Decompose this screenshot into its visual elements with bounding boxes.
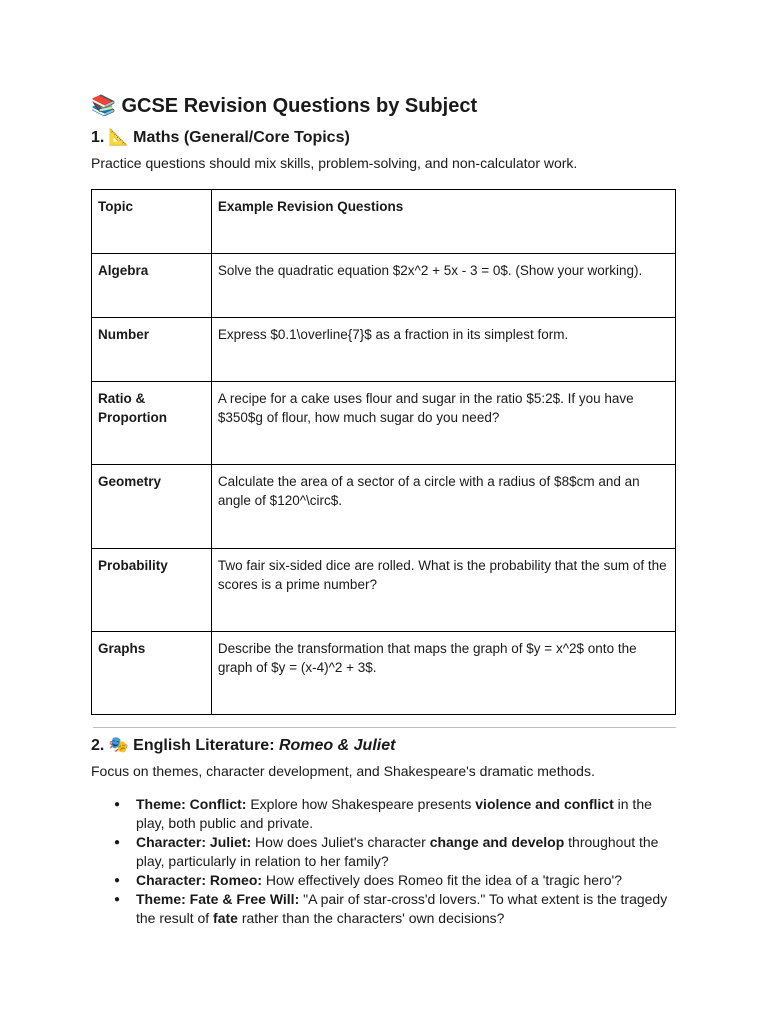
triangular-ruler-icon: 📐 bbox=[108, 127, 129, 146]
bullet-text: How does Juliet's character bbox=[251, 834, 430, 850]
list-item bbox=[136, 871, 681, 890]
english-intro: Focus on themes, character development, and Shakespeare's dramatic methods. bbox=[91, 763, 595, 779]
bullet-emphasis: fate bbox=[213, 910, 238, 926]
performing-arts-icon: 🎭 bbox=[108, 735, 129, 754]
bullet-text: "A pair of star-cross'd lovers." To what extent is the tragedy the result of bbox=[136, 891, 668, 926]
english-heading bbox=[91, 734, 395, 757]
table-row bbox=[92, 318, 676, 382]
question-cell: A recipe for a cake uses flour and sugar in the ratio $5:2$. If you have $350$g of flour, how much sugar do you need? bbox=[211, 382, 675, 465]
page-title-text: GCSE Revision Questions by Subject bbox=[121, 95, 478, 117]
question-cell: Calculate the area of a sector of a circle with a radius of $8$cm and an angle of $120^\circ$. bbox=[211, 465, 675, 549]
table-header-row bbox=[92, 190, 676, 254]
table-row bbox=[92, 632, 676, 715]
table-row bbox=[92, 254, 676, 318]
question-cell: Solve the quadratic equation $2x^2 + 5x - 3 = 0$. (Show your working). bbox=[211, 254, 675, 318]
bullet-text: How effectively does Romeo fit the idea of a 'tragic hero'? bbox=[262, 872, 622, 888]
section-divider bbox=[93, 727, 676, 728]
bullet-label: Character: Juliet: bbox=[136, 834, 252, 850]
bullet-emphasis: change and develop bbox=[429, 834, 565, 850]
header-questions: Example Revision Questions bbox=[211, 190, 675, 254]
bullet-text: throughout the play, particularly in relation to her family? bbox=[136, 834, 659, 869]
bullet-label: Theme: Conflict: bbox=[136, 796, 247, 812]
maths-heading-text: Maths (General/Core Topics) bbox=[133, 129, 350, 146]
maths-revision-table bbox=[91, 189, 676, 715]
question-cell: Express $0.1\overline{7}$ as a fraction in its simplest form. bbox=[211, 318, 675, 382]
english-heading-prefix: English Literature: bbox=[133, 737, 279, 754]
question-cell: Describe the transformation that maps the graph of $y = x^2$ onto the graph of $y = (x-4)^2 + 3$. bbox=[211, 632, 675, 715]
english-question-list bbox=[91, 795, 681, 928]
header-topic: Topic bbox=[92, 190, 212, 254]
page-title bbox=[91, 92, 477, 119]
topic-cell: Probability bbox=[92, 549, 212, 632]
topic-cell: Number bbox=[92, 318, 212, 382]
bullet-label: Theme: Fate & Free Will: bbox=[136, 891, 300, 907]
maths-section-number: 1. bbox=[91, 129, 105, 146]
question-cell: Two fair six-sided dice are rolled. What is the probability that the sum of the scores is a prime number? bbox=[211, 549, 675, 632]
bullet-label: Character: Romeo: bbox=[136, 872, 263, 888]
maths-heading bbox=[91, 126, 350, 149]
bullet-text: Explore how Shakespeare presents bbox=[246, 796, 476, 812]
list-item bbox=[136, 795, 681, 833]
list-item bbox=[136, 833, 681, 871]
bullet-emphasis: violence and conflict bbox=[475, 796, 614, 812]
table-row bbox=[92, 465, 676, 549]
topic-cell: Algebra bbox=[92, 254, 212, 318]
english-heading-work: Romeo & Juliet bbox=[278, 737, 396, 754]
topic-cell: Geometry bbox=[92, 465, 212, 549]
bullet-text: rather than the characters' own decisions? bbox=[237, 910, 505, 926]
bullet-text: in the play, both public and private. bbox=[136, 796, 652, 831]
topic-cell: Graphs bbox=[92, 632, 212, 715]
books-icon: 📚 bbox=[91, 93, 116, 117]
list-item bbox=[136, 890, 681, 928]
topic-cell: Ratio & Proportion bbox=[92, 382, 212, 465]
table-row bbox=[92, 382, 676, 465]
table-row bbox=[92, 549, 676, 632]
maths-intro: Practice questions should mix skills, problem-solving, and non-calculator work. bbox=[91, 155, 578, 171]
english-section-number: 2. bbox=[91, 737, 105, 754]
